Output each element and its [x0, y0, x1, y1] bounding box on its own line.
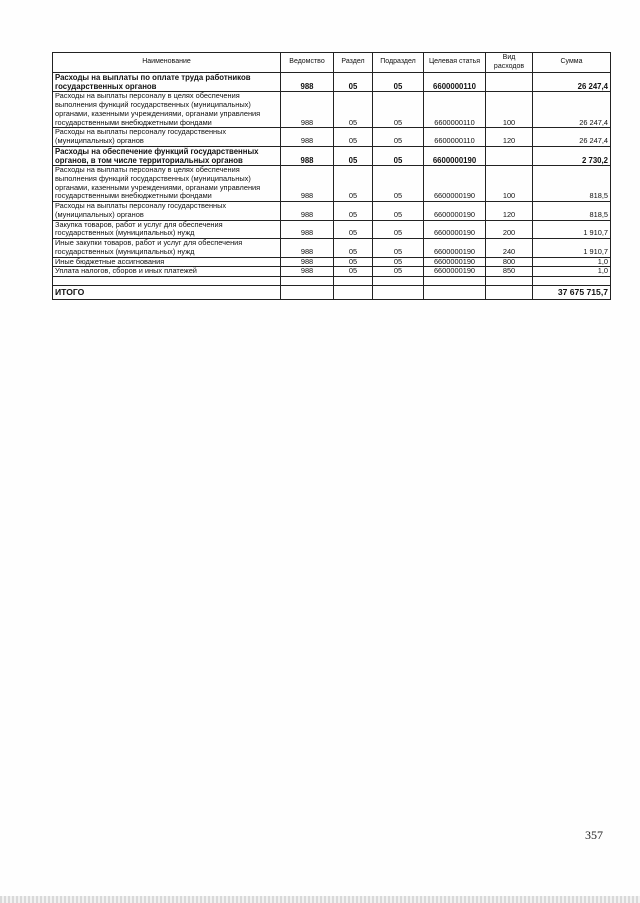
cell-sum: 1 910,7: [533, 220, 611, 238]
cell-sum: 26 247,4: [533, 92, 611, 128]
cell-podrazdel: 05: [373, 92, 424, 128]
cell-target-article: 6600000110: [424, 73, 486, 92]
cell-razdel: 05: [334, 257, 373, 267]
budget-table: [52, 52, 611, 300]
cell-podrazdel: 05: [373, 257, 424, 267]
cell-expense-type: 200: [486, 220, 533, 238]
cell-sum: 818,5: [533, 166, 611, 202]
cell-name: Закупка товаров, работ и услуг для обеспечения государственных (муниципальных) нужд: [53, 220, 281, 238]
cell-podrazdel: 05: [373, 220, 424, 238]
cell-razdel: 05: [334, 267, 373, 277]
cell-vedomstvo: 988: [281, 220, 334, 238]
table-row: [53, 267, 611, 277]
cell-target-article: 6600000190: [424, 202, 486, 220]
cell-target-article: 6600000190: [424, 146, 486, 165]
table-row: [53, 128, 611, 146]
cell-target-article: 6600000190: [424, 257, 486, 267]
page-number: 357: [585, 828, 603, 842]
cell-name: Иные закупки товаров, работ и услуг для обеспечения государственных (муниципальных) нужд: [53, 239, 281, 257]
cell-expense-type: 120: [486, 128, 533, 146]
cell-target-article: 6600000190: [424, 267, 486, 277]
cell-name: Расходы на выплаты персоналу государственных (муниципальных) органов: [53, 202, 281, 220]
cell-expense-type: 240: [486, 239, 533, 257]
cell-expense-type: [486, 146, 533, 165]
empty-row: [53, 276, 611, 285]
header-vedomstvo: Ведомство: [281, 53, 334, 73]
table-row: [53, 92, 611, 128]
cell-target-article: 6600000190: [424, 220, 486, 238]
cell-name: Расходы на выплаты персоналу в целях обеспечения выполнения функций государственных (муниципальных) органами, казенными учреждениями, органами управления государственными внебюджетными фондами: [53, 92, 281, 128]
cell-podrazdel: 05: [373, 128, 424, 146]
header-podrazdel: Подраздел: [373, 53, 424, 73]
table-header-row: [53, 53, 611, 73]
cell-expense-type: 800: [486, 257, 533, 267]
cell-name: Иные бюджетные ассигнования: [53, 257, 281, 267]
cell-target-article: 6600000110: [424, 128, 486, 146]
cell-vedomstvo: 988: [281, 202, 334, 220]
cell-razdel: 05: [334, 202, 373, 220]
cell-sum: 1,0: [533, 257, 611, 267]
cell-razdel: 05: [334, 146, 373, 165]
cell-sum: 1 910,7: [533, 239, 611, 257]
cell-vedomstvo: 988: [281, 128, 334, 146]
cell-sum: 26 247,4: [533, 128, 611, 146]
table-row: [53, 73, 611, 92]
cell-vedomstvo: 988: [281, 166, 334, 202]
cell-name: Расходы на обеспечение функций государственных органов, в том числе территориальных органов: [53, 146, 281, 165]
cell-vedomstvo: 988: [281, 92, 334, 128]
scan-edge: [0, 896, 640, 903]
cell-podrazdel: 05: [373, 267, 424, 277]
cell-podrazdel: 05: [373, 73, 424, 92]
header-expense-type: Вид расходов: [486, 53, 533, 73]
cell-vedomstvo: 988: [281, 239, 334, 257]
cell-expense-type: 120: [486, 202, 533, 220]
total-row: [53, 285, 611, 299]
total-label: ИТОГО: [53, 285, 281, 299]
cell-razdel: 05: [334, 73, 373, 92]
cell-vedomstvo: 988: [281, 267, 334, 277]
table-row: [53, 166, 611, 202]
cell-podrazdel: 05: [373, 166, 424, 202]
cell-vedomstvo: 988: [281, 73, 334, 92]
cell-expense-type: [486, 73, 533, 92]
cell-razdel: 05: [334, 166, 373, 202]
cell-target-article: 6600000110: [424, 92, 486, 128]
cell-podrazdel: 05: [373, 239, 424, 257]
cell-sum: 2 730,2: [533, 146, 611, 165]
table-row: [53, 146, 611, 165]
cell-vedomstvo: 988: [281, 257, 334, 267]
cell-target-article: 6600000190: [424, 166, 486, 202]
cell-target-article: 6600000190: [424, 239, 486, 257]
cell-expense-type: 850: [486, 267, 533, 277]
cell-sum: 26 247,4: [533, 73, 611, 92]
cell-name: Расходы на выплаты персоналу государственных (муниципальных) органов: [53, 128, 281, 146]
total-sum: 37 675 715,7: [533, 285, 611, 299]
cell-sum: 818,5: [533, 202, 611, 220]
cell-name: Уплата налогов, сборов и иных платежей: [53, 267, 281, 277]
header-name: Наименование: [53, 53, 281, 73]
cell-expense-type: 100: [486, 166, 533, 202]
cell-vedomstvo: 988: [281, 146, 334, 165]
cell-podrazdel: 05: [373, 202, 424, 220]
cell-name: Расходы на выплаты по оплате труда работников государственных органов: [53, 73, 281, 92]
cell-razdel: 05: [334, 92, 373, 128]
table-row: [53, 202, 611, 220]
table-row: [53, 220, 611, 238]
cell-sum: 1,0: [533, 267, 611, 277]
cell-expense-type: 100: [486, 92, 533, 128]
cell-podrazdel: 05: [373, 146, 424, 165]
cell-razdel: 05: [334, 128, 373, 146]
cell-razdel: 05: [334, 220, 373, 238]
cell-name: Расходы на выплаты персоналу в целях обеспечения выполнения функций государственных (муниципальных) органами, казенными учреждениями, органами управления государственными внебюджетными фондами: [53, 166, 281, 202]
header-target-article: Целевая статья: [424, 53, 486, 73]
header-razdel: Раздел: [334, 53, 373, 73]
table-body: [53, 73, 611, 300]
cell-razdel: 05: [334, 239, 373, 257]
table-row: [53, 239, 611, 257]
header-sum: Сумма: [533, 53, 611, 73]
